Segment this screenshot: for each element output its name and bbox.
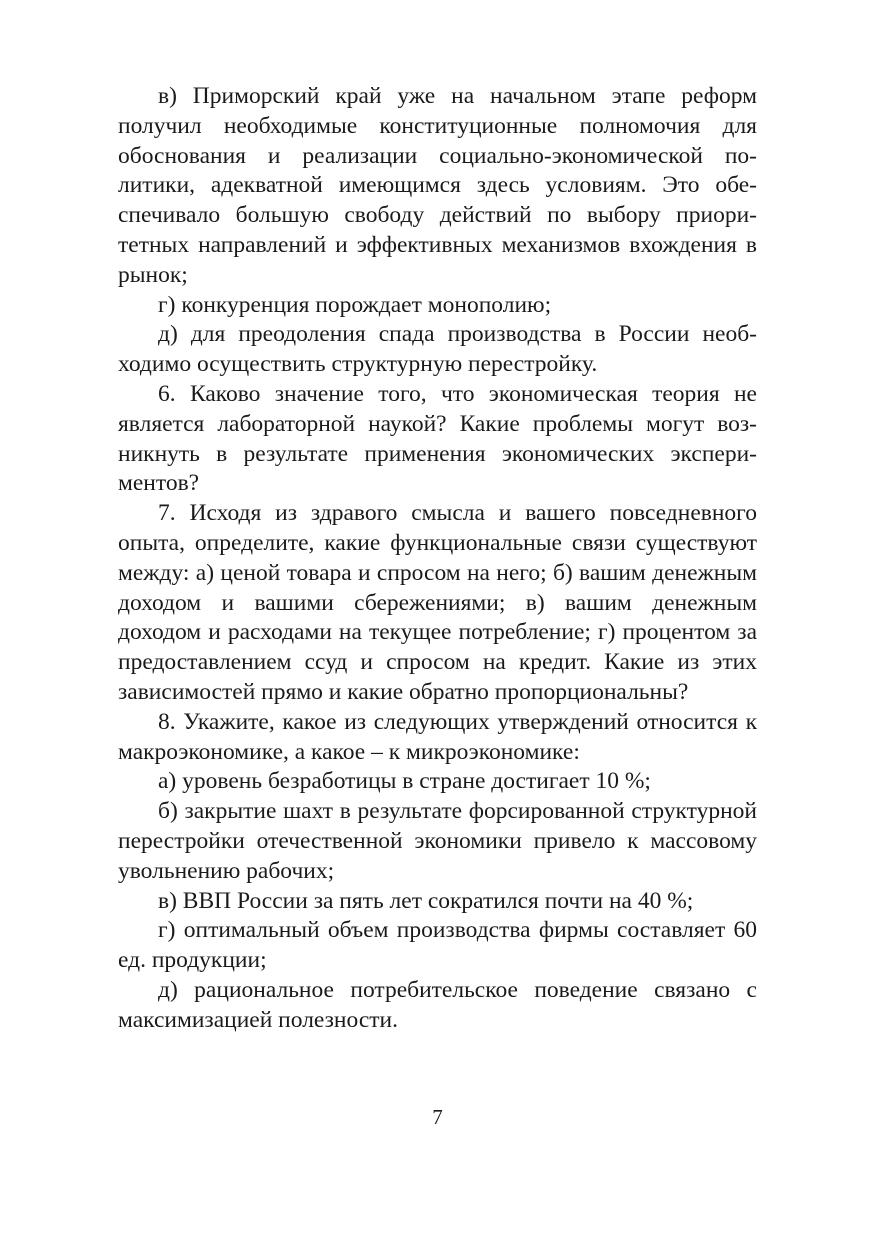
question-8: 8. Укажите, какое из следующих утверждений относится к макроэкономике, а какое – к микроэкономике: xyxy=(118,708,757,765)
page-body xyxy=(118,82,757,1036)
paragraph-primorsky: в) Приморский край уже на начальном этапе реформ получил необходимые конституционные полномочия для обоснования и реализации социально-экономической политики, адекватной имеющимся здесь условиям. Это обеспечивало большую свободу действий по выбору приоритетных направлений и эффективных механизмов вхождения в рынок; xyxy=(118,83,757,288)
paragraph-production-decline: д) для преодоления спада производства в России необходимо осуществить структурную перестройку. xyxy=(118,321,757,378)
item-b-mines: б) закрытие шахт в результате форсированной структурной перестройки отечественной экономики привело к массовому увольнению рабочих; xyxy=(118,798,757,884)
item-a-unemployment: а) уровень безработицы в стране достигает 10 %; xyxy=(158,768,651,795)
item-d-consumer: д) рациональное потребительское поведение связано с максимизацией полезности. xyxy=(118,976,757,1033)
question-6: 6. Каково значение того, что экономическая теория не является лабораторной наукой? Какие проблемы могут возникнуть в результате применения экономических экспериментов? xyxy=(118,380,757,497)
item-v-gdp: в) ВВП России за пять лет сократился почти на 40 %; xyxy=(158,887,694,914)
paragraph-competition: г) конкуренция порождает монополию; xyxy=(158,291,552,318)
question-7: 7. Исходя из здравого смысла и вашего повседневного опыта, определите, какие функциональные связи существуют между: а) ценой товара и спросом на него; б) вашим денежным доходом и вашими сбережениями; в) вашим денежным доходом и расходами на текущее потребление; г) процентом за предоставлением ссуд и спросом на кредит. Какие из этих зависимостей прямо и какие обратно пропорциональны? xyxy=(118,500,757,705)
page-number: 7 xyxy=(432,1105,443,1129)
item-g-output: г) оптимальный объем производства фирмы составляет 60 ед. продукции; xyxy=(118,917,757,974)
